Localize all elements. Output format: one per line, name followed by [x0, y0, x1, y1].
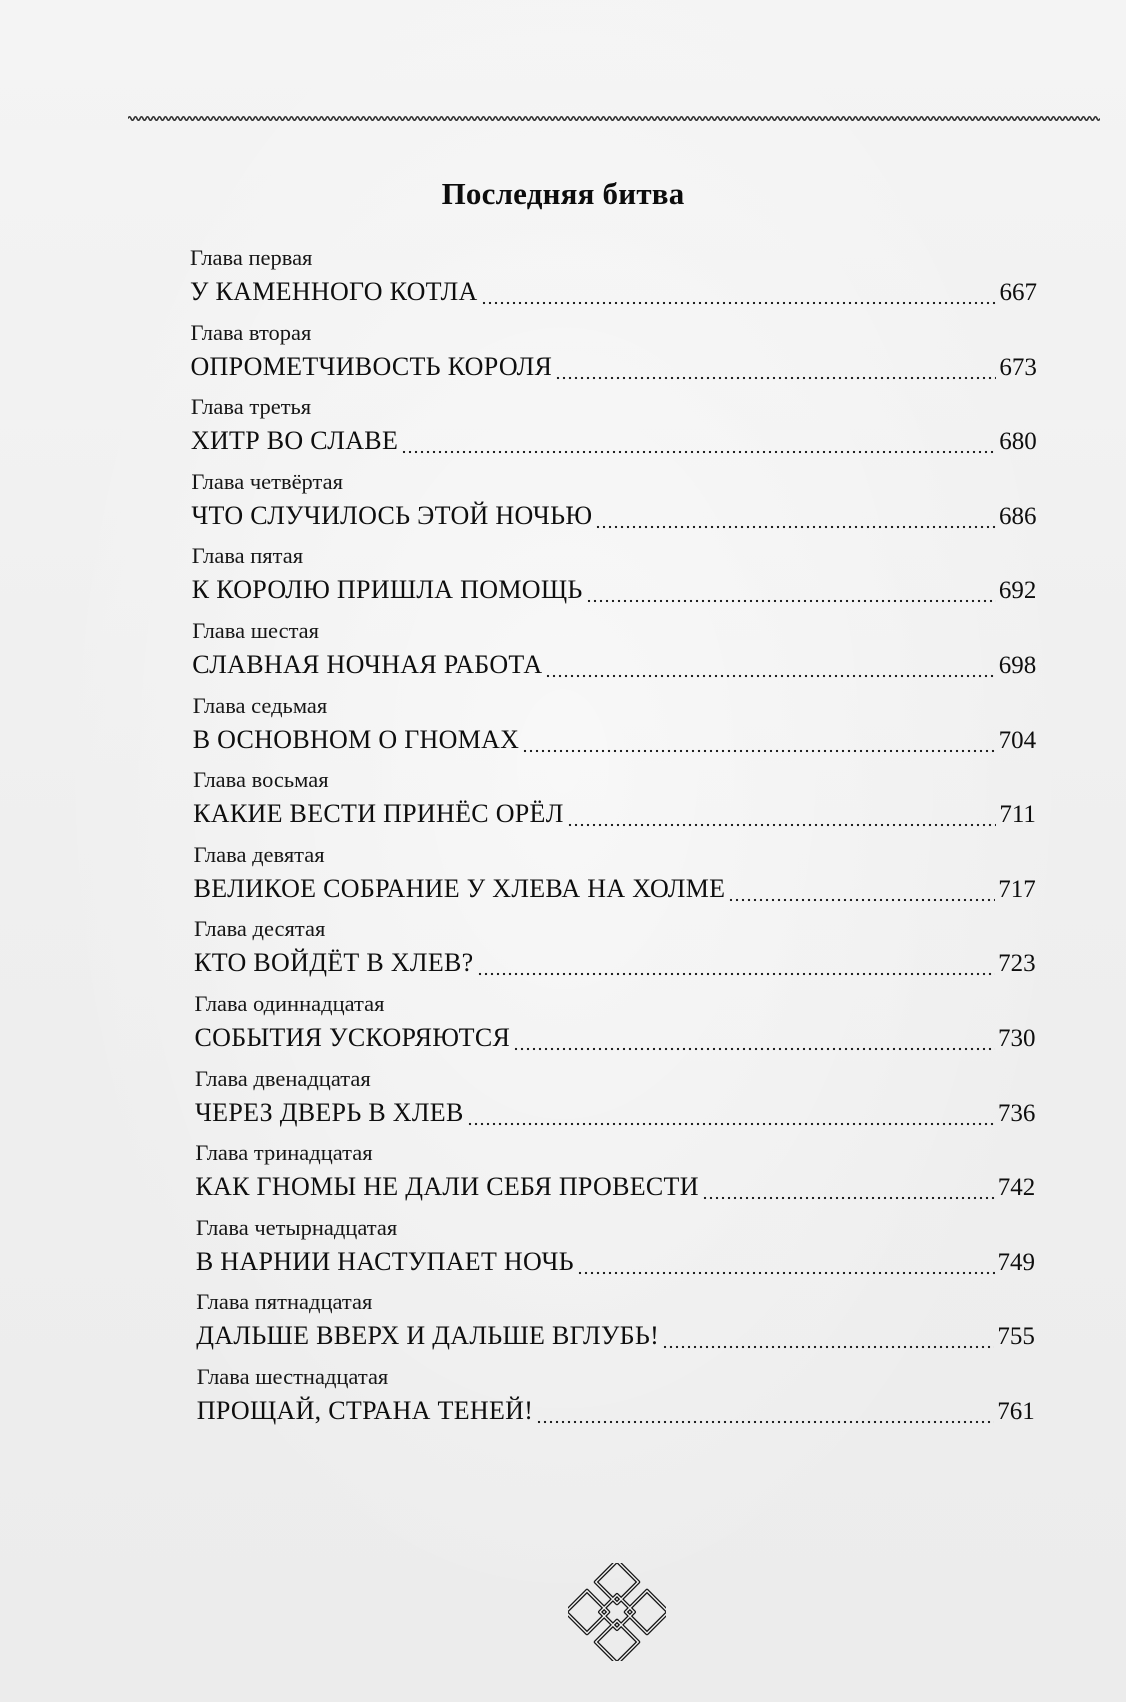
chapter-title: ЧТО СЛУЧИЛОСЬ ЭТОЙ НОЧЬЮ: [191, 500, 593, 530]
toc-line: [193, 725, 1036, 761]
toc-line: [193, 799, 1036, 835]
dot-leader: [467, 1122, 995, 1126]
chapter-label: Глава шестнадцатая: [196, 1364, 389, 1389]
toc-entry: [194, 916, 1036, 997]
page-number: 686: [999, 502, 1037, 530]
chapter-title: КАК ГНОМЫ НЕ ДАЛИ СЕБЯ ПРОВЕСТИ: [195, 1172, 699, 1202]
chapter-title: В НАРНИИ НАСТУПАЕТ НОЧЬ: [195, 1246, 574, 1276]
toc-entry: [195, 1140, 1035, 1221]
toc-entry: [196, 1289, 1035, 1370]
chapter-title: СЛАВНАЯ НОЧНАЯ РАБОТА: [192, 650, 543, 679]
chapter-label: Глава тринадцатая: [195, 1140, 373, 1166]
dot-leader: [728, 898, 995, 902]
dot-leader: [595, 525, 996, 529]
page-number: 692: [998, 577, 1037, 605]
toc-entry: [192, 543, 1037, 624]
dot-leader: [702, 1196, 995, 1200]
dot-leader: [577, 1271, 995, 1275]
chapter-title: ВЕЛИКОЕ СОБРАНИЕ У ХЛЕВА НА ХОЛМЕ: [193, 873, 726, 903]
chapter-label: Глава седьмая: [192, 692, 328, 718]
dot-leader: [586, 599, 996, 603]
page-title: Последняя битва: [441, 176, 685, 211]
toc-entry: [194, 842, 1036, 923]
toc-line: [191, 501, 1036, 537]
chapter-label: Глава четырнадцатая: [195, 1214, 398, 1240]
page-number: 698: [998, 652, 1037, 679]
dot-leader: [545, 674, 995, 678]
interlace-knot-icon: [568, 1563, 666, 1661]
dot-leader: [567, 823, 997, 827]
toc-line: [195, 1098, 1035, 1134]
toc-entry: [193, 693, 1036, 774]
chapter-label: Глава девятая: [193, 841, 325, 867]
toc-entry: [197, 1364, 1035, 1445]
dot-leader: [522, 749, 995, 753]
chapter-title: КАКИЕ ВЕСТИ ПРИНЁС ОРЁЛ: [193, 799, 564, 829]
toc-line: [196, 1247, 1035, 1283]
toc-entry: [191, 469, 1036, 550]
toc-entry: [196, 1215, 1035, 1296]
chapter-title: ОПРОМЕТЧИВОСТЬ КОРОЛЯ: [190, 351, 553, 381]
chapter-label: Глава двенадцатая: [194, 1065, 371, 1091]
page-number: 673: [999, 353, 1037, 381]
toc-line: [196, 1321, 1035, 1357]
dot-leader: [513, 1047, 995, 1051]
page-number: 736: [997, 1099, 1036, 1127]
chapter-title: ПРОЩАЙ, СТРАНА ТЕНЕЙ!: [196, 1396, 534, 1425]
dot-leader: [536, 1420, 994, 1424]
chapter-title: СОБЫТИЯ УСКОРЯЮТСЯ: [194, 1023, 511, 1052]
chapter-label: Глава шестая: [192, 618, 320, 643]
toc-entry: [192, 618, 1036, 699]
chapter-label: Глава первая: [190, 245, 313, 270]
toc-entry: [193, 767, 1036, 848]
toc-entry: [195, 1066, 1035, 1147]
chapter-label: Глава третья: [190, 394, 312, 420]
toc-line: [190, 277, 1037, 313]
chapter-title: ХИТР ВО СЛАВЕ: [190, 426, 399, 456]
toc-line: [194, 874, 1036, 910]
toc-line: [194, 948, 1036, 984]
page-number: 761: [997, 1398, 1035, 1425]
toc-entry: [191, 394, 1037, 475]
toc-entry: [195, 991, 1036, 1072]
page-number: 704: [998, 726, 1037, 754]
chapter-title: ЧЕРЕЗ ДВЕРЬ В ХЛЕВ: [194, 1097, 464, 1127]
header-wavy-rule-icon: [128, 114, 1100, 123]
toc-line: [192, 575, 1037, 611]
toc-line: [190, 352, 1036, 388]
dot-leader: [662, 1345, 994, 1349]
chapter-label: Глава вторая: [190, 319, 312, 345]
dot-leader: [555, 376, 996, 380]
page-number: 755: [997, 1323, 1035, 1351]
chapter-title: У КАМЕННОГО КОТЛА: [190, 277, 478, 306]
dot-leader: [477, 972, 996, 976]
toc-line: [191, 426, 1037, 462]
dot-leader: [481, 301, 997, 305]
toc-line: [197, 1396, 1035, 1432]
chapter-label: Глава восьмая: [193, 767, 329, 793]
page-number: 730: [998, 1025, 1036, 1052]
toc-entry: [190, 320, 1036, 401]
chapter-title: ДАЛЬШЕ ВВЕРХ И ДАЛЬШЕ ВГЛУБЬ!: [196, 1321, 660, 1351]
chapter-label: Глава десятая: [194, 916, 326, 942]
chapter-label: Глава одиннадцатая: [194, 991, 385, 1016]
page-number: 680: [999, 428, 1037, 456]
chapter-label: Глава четвёртая: [191, 468, 343, 494]
page-number: 667: [999, 279, 1037, 306]
chapter-title: В ОСНОВНОМ О ГНОМАХ: [192, 724, 520, 754]
page-number: 711: [999, 801, 1036, 829]
page-number: 742: [997, 1174, 1036, 1202]
toc-line: [192, 650, 1036, 686]
chapter-label: Глава пятнадцатая: [196, 1289, 373, 1315]
chapter-title: КТО ВОЙДЁТ В ХЛЕВ?: [194, 948, 474, 978]
toc-entry: [190, 245, 1037, 326]
page-number: 749: [997, 1248, 1036, 1276]
chapter-title: К КОРОЛЮ ПРИШЛА ПОМОЩЬ: [191, 575, 583, 605]
chapter-label: Глава пятая: [191, 543, 304, 569]
toc-line: [195, 1023, 1036, 1059]
toc-line: [195, 1172, 1035, 1208]
page-number: 723: [998, 950, 1036, 978]
dot-leader: [401, 450, 996, 454]
page-number: 717: [998, 875, 1036, 903]
